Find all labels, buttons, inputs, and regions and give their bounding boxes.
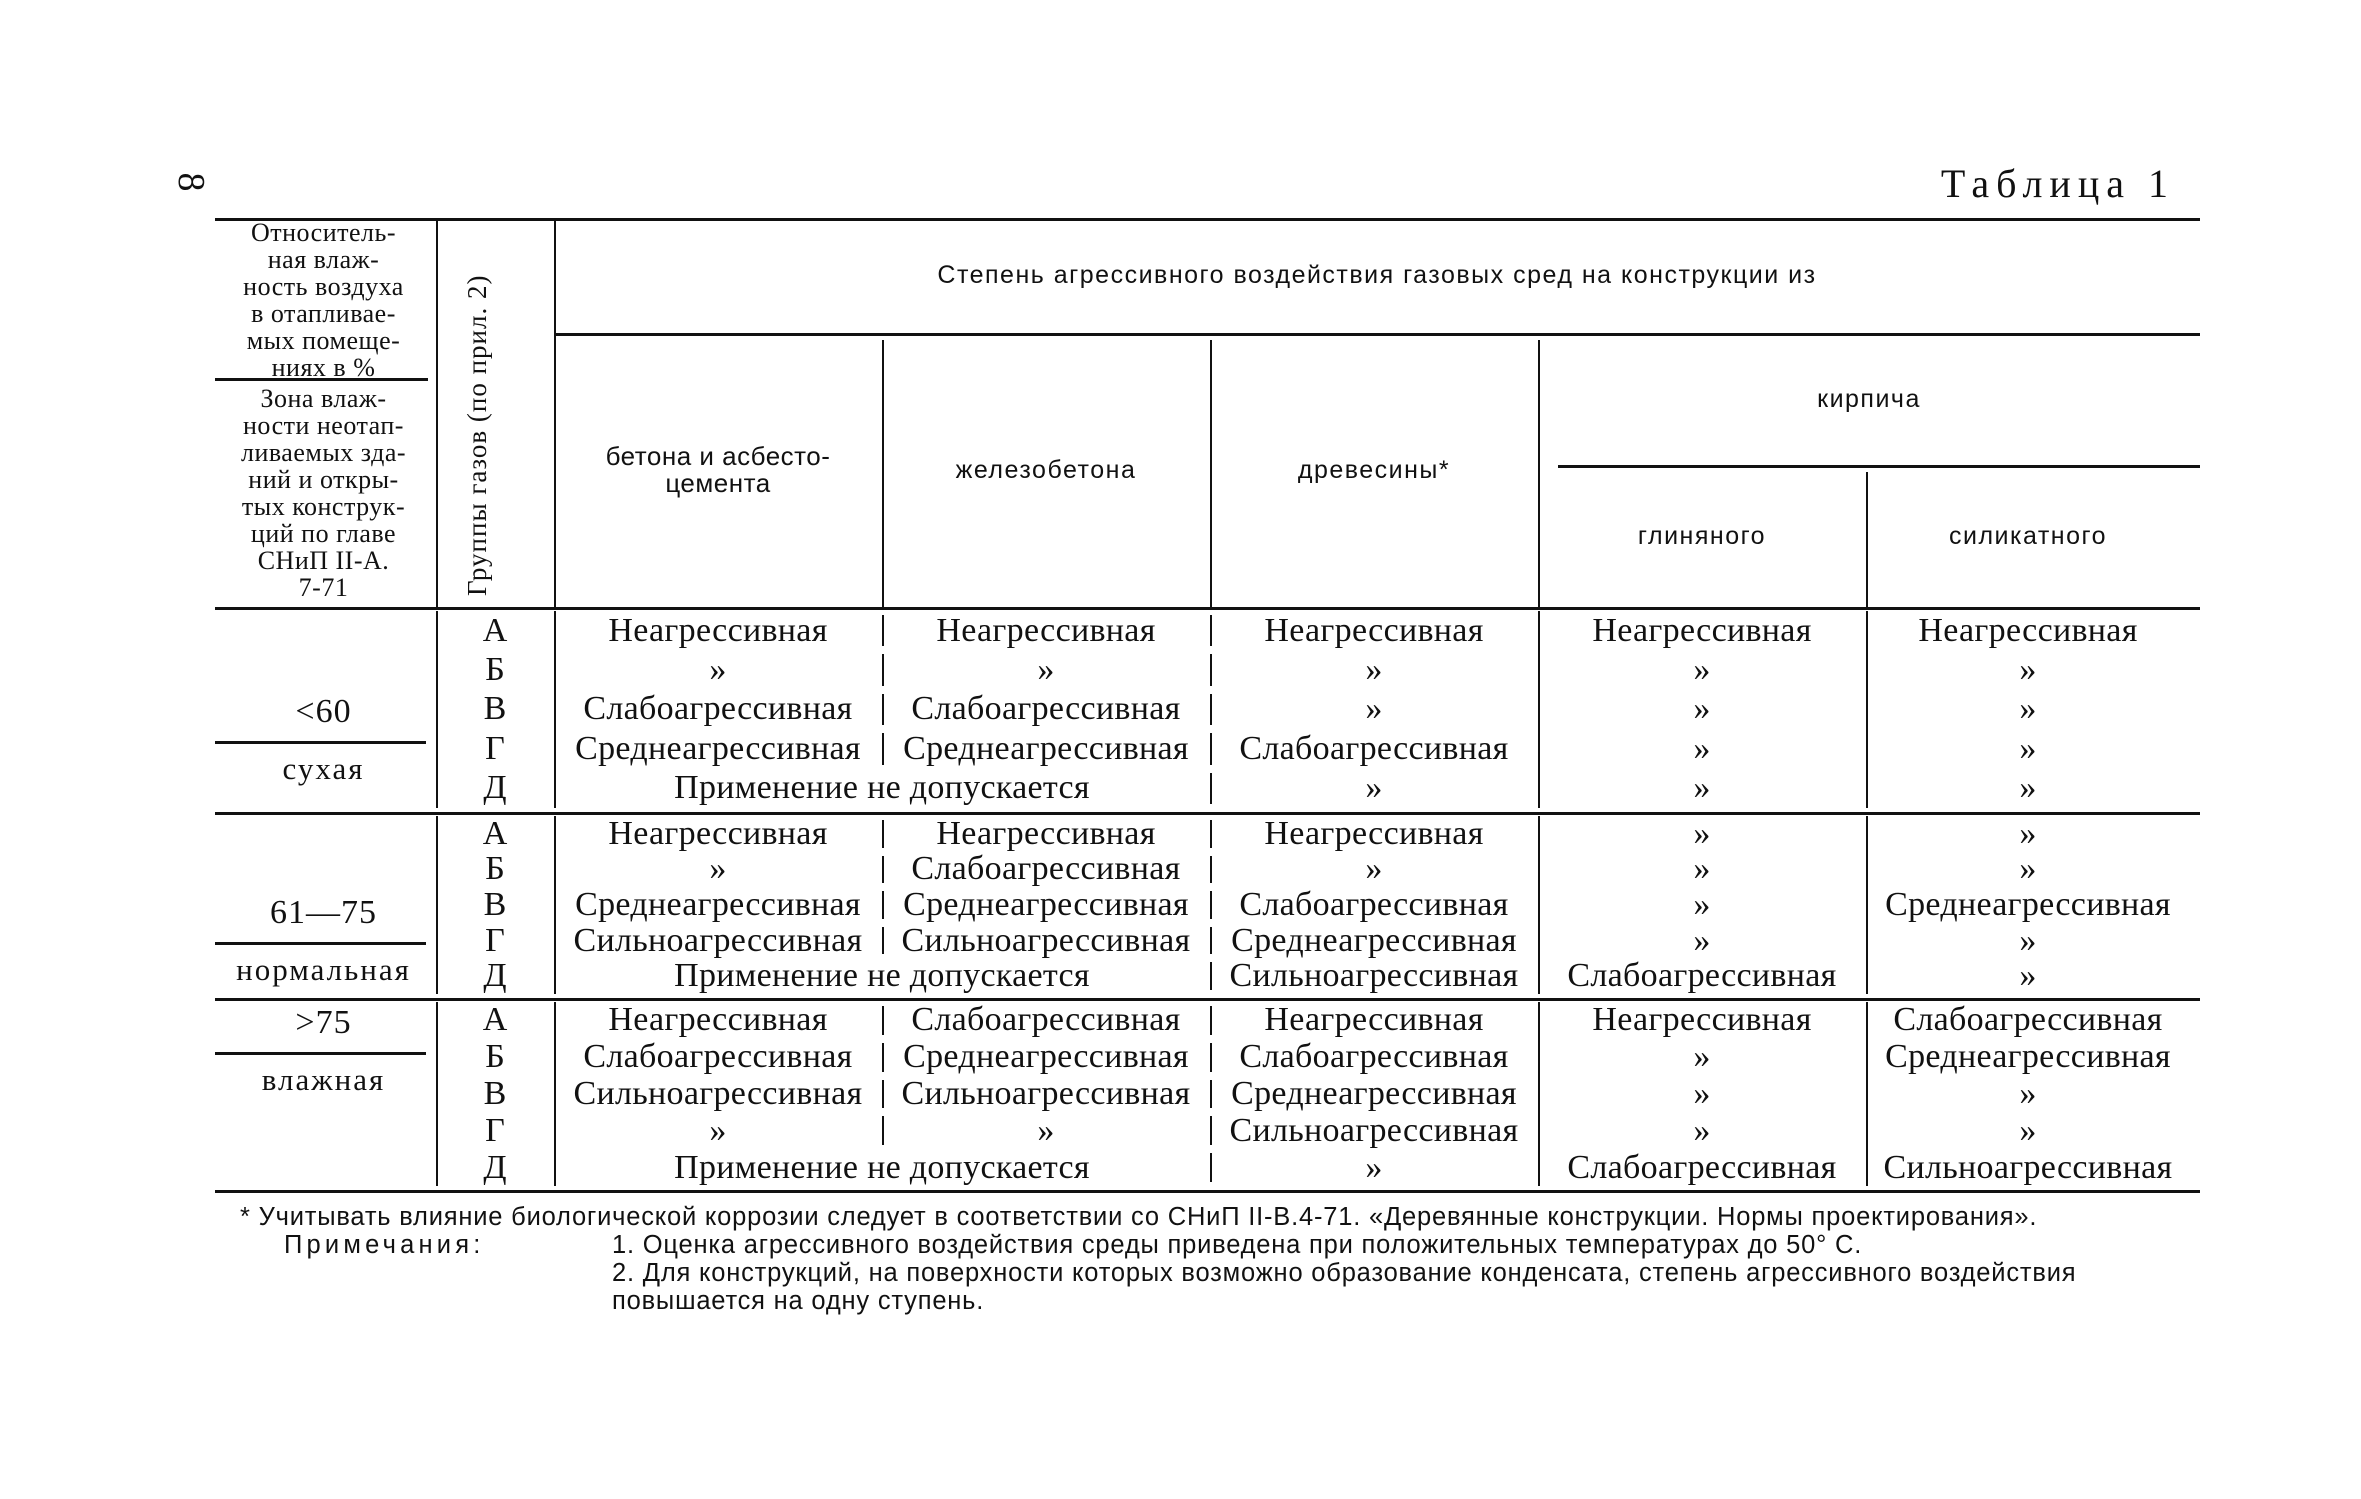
table-cell: Сильноагрессивная (901, 921, 1191, 959)
gas-group: Г (485, 729, 505, 767)
table-cell: » (1365, 1148, 1383, 1186)
table-cell: » (2019, 850, 2037, 888)
table-cell: » (1693, 921, 1711, 959)
notes-list (240, 1231, 2200, 1315)
table-cell: » (2019, 1075, 2037, 1112)
gas-group: Б (485, 850, 505, 888)
table-cell: Среднеагрессивная (1885, 885, 2171, 923)
table-cell: » (1693, 651, 1711, 689)
table-rule-vertical (1210, 1006, 1212, 1035)
table-rule-horizontal (215, 1190, 2200, 1193)
table-cell: » (2019, 921, 2037, 959)
notes-title: Примечания: (284, 1231, 485, 1259)
table-cell: Неагрессивная (1264, 611, 1484, 649)
note-item: 1. Оценка агрессивного воздействия среды приведена при положительных температурах до 50° С. (612, 1231, 1863, 1259)
table-rule-vertical (882, 694, 884, 725)
column-header: железобетона (955, 455, 1137, 484)
table-cell: » (709, 850, 727, 888)
humidity-range: <60 (295, 693, 352, 730)
table-rule-vertical (882, 615, 884, 646)
table-cell: Слабоагрессивная (583, 1038, 853, 1076)
table-rule-horizontal (215, 607, 2200, 610)
note-item: 2. Для конструкций, на поверхности которых возможно образование конденсата, степень агрессивного воздействия повышается на одну ступень. (612, 1259, 2077, 1315)
table-cell: » (1693, 850, 1711, 888)
gas-group: Г (485, 921, 505, 959)
table-cell: Слабоагрессивная (583, 690, 853, 728)
table-rule-vertical (882, 654, 884, 685)
table-cell: Сильноагрессивная (901, 1075, 1191, 1112)
gas-group: Д (483, 1148, 507, 1186)
humidity-header: Относитель- ная влаж- ность воздуха в отапливае- мых помеще- ниях в % (243, 218, 404, 382)
table-rule-vertical (882, 891, 884, 919)
table-cell: Среднеагрессивная (903, 1038, 1189, 1076)
table-cell: Сильноагрессивная (1229, 957, 1519, 995)
table-cell: Слабоагрессивная (1239, 729, 1509, 767)
table-cell: Слабоагрессивная (911, 850, 1181, 888)
humidity-zone: влажная (261, 1062, 386, 1097)
table-cell: Неагрессивная (1592, 611, 1812, 649)
column-header: силикатного (1949, 521, 2107, 550)
table-cell: Неагрессивная (1264, 814, 1484, 852)
table-rule-vertical (1210, 1116, 1212, 1145)
table-notes (240, 1203, 2200, 1315)
table-cell: » (2019, 814, 2037, 852)
table-cell: Неагрессивная (608, 1001, 828, 1039)
table-rule-horizontal (215, 1052, 426, 1055)
table-rule-vertical (882, 1043, 884, 1072)
table-rule-vertical (1210, 654, 1212, 685)
table-rule-vertical (1210, 694, 1212, 725)
table-rule-vertical (882, 1080, 884, 1109)
table-cell: Сильноагрессивная (573, 1075, 863, 1112)
table-rule-vertical (882, 733, 884, 764)
table-rule-vertical (1210, 733, 1212, 764)
gas-group: А (482, 1001, 508, 1039)
page-number: 8 (170, 172, 212, 192)
table-cell: Слабоагрессивная (911, 690, 1181, 728)
table-cell: » (1365, 690, 1383, 728)
table-cell: Слабоагрессивная (1239, 885, 1509, 923)
table-cell: Слабоагрессивная (1567, 957, 1837, 995)
table-cell: » (2019, 957, 2037, 995)
table-cell: Неагрессивная (1592, 1001, 1812, 1039)
table-cell: Неагрессивная (1264, 1001, 1484, 1039)
table-rule-vertical (882, 1006, 884, 1035)
gas-group: Д (483, 769, 507, 807)
table-cell: Неагрессивная (936, 611, 1156, 649)
table-cell: » (1037, 1111, 1055, 1149)
table-cell: » (2019, 690, 2037, 728)
humidity-range: 61—75 (270, 894, 377, 931)
table-cell: Слабоагрессивная (911, 1001, 1181, 1039)
main-header: Степень агрессивного воздействия газовых сред на конструкции из (937, 261, 1817, 289)
table-cell: » (2019, 1111, 2037, 1149)
gas-group: Д (483, 957, 507, 995)
footnote: * Учитывать влияние биологической коррозии следует в соответствии со СНиП II-В.4-71. «Деревянные конструкции. Нормы проектирования». (240, 1203, 2038, 1231)
table-cell: » (1693, 1038, 1711, 1076)
table-cell: » (2019, 729, 2037, 767)
table-rule-horizontal (215, 812, 2200, 815)
column-header: древесины* (1297, 455, 1451, 484)
table-cell: » (1693, 769, 1711, 807)
table-rule-vertical (882, 1116, 884, 1145)
table-rule-horizontal (215, 741, 426, 744)
table-cell: Среднеагрессивная (575, 885, 861, 923)
humidity-zone: нормальная (236, 952, 411, 987)
table-cell: Сильноагрессивная (1883, 1148, 2173, 1186)
table-rule-vertical (1210, 927, 1212, 955)
table-cell-span: Применение не допускается (674, 1148, 1090, 1186)
table-cell: » (1693, 729, 1711, 767)
humidity-zone: сухая (282, 751, 365, 786)
table-cell: Сильноагрессивная (1229, 1111, 1519, 1149)
table-cell: » (2019, 651, 2037, 689)
table-cell: » (1693, 1111, 1711, 1149)
table-cell-span: Применение не допускается (674, 957, 1090, 995)
gas-group: А (482, 611, 508, 649)
table-cell: Слабоагрессивная (1893, 1001, 2163, 1039)
table-cell: Неагрессивная (936, 814, 1156, 852)
table-rule-vertical (882, 820, 884, 848)
table-rule-vertical (1210, 856, 1212, 884)
table-rule-vertical (1210, 1043, 1212, 1072)
table-rule-vertical (436, 218, 438, 607)
groups-header: Группы газов (по прил. 2) (462, 274, 492, 596)
gas-group: В (483, 1075, 507, 1112)
table-cell: » (1693, 885, 1711, 923)
table-cell: Слабоагрессивная (1567, 1148, 1837, 1186)
table-rule-horizontal (215, 942, 426, 945)
table-cell: » (1693, 1075, 1711, 1112)
table-cell: » (1693, 690, 1711, 728)
table-cell: » (1365, 651, 1383, 689)
table-cell: Среднеагрессивная (1231, 921, 1517, 959)
table-rule-vertical (1210, 615, 1212, 646)
table-cell: » (2019, 769, 2037, 807)
table-cell: Слабоагрессивная (1239, 1038, 1509, 1076)
table-title: Таблица 1 (1940, 161, 2175, 206)
table-cell: Неагрессивная (1918, 611, 2138, 649)
table-cell: Среднеагрессивная (1885, 1038, 2171, 1076)
table-cell: » (709, 1111, 727, 1149)
table-cell: Сильноагрессивная (573, 921, 863, 959)
column-header: бетона и асбесто- цемента (605, 441, 831, 498)
gas-group: Г (485, 1111, 505, 1149)
table-cell: » (1693, 814, 1711, 852)
table-cell: Неагрессивная (608, 814, 828, 852)
table-cell: Среднеагрессивная (903, 729, 1189, 767)
gas-group: В (483, 690, 507, 728)
table-cell: Среднеагрессивная (575, 729, 861, 767)
gas-group: Б (485, 651, 505, 689)
zone-header: Зона влаж- ности неотап- ливаемых зда- ний и откры- тых конструк- ций по главе СНиП II-А. 7-71 (240, 384, 407, 602)
column-header: глиняного (1637, 521, 1767, 550)
table-cell: Среднеагрессивная (903, 885, 1189, 923)
table-cell: » (1365, 850, 1383, 888)
table-cell: Неагрессивная (608, 611, 828, 649)
gas-group: В (483, 885, 507, 923)
table-rule-vertical (882, 927, 884, 955)
humidity-range: >75 (295, 1004, 352, 1041)
table-rule-vertical (1210, 891, 1212, 919)
table-cell: » (1037, 651, 1055, 689)
table-cell: Среднеагрессивная (1231, 1075, 1517, 1112)
table-rule-vertical (1210, 1080, 1212, 1109)
gas-group: Б (485, 1038, 505, 1076)
brick-header: кирпича (1817, 384, 1921, 413)
table-cell: » (709, 651, 727, 689)
table-rule-vertical (1210, 820, 1212, 848)
table-cell: » (1365, 769, 1383, 807)
table-cell-span: Применение не допускается (674, 769, 1090, 807)
table-rule-vertical (882, 856, 884, 884)
gas-group: А (482, 814, 508, 852)
